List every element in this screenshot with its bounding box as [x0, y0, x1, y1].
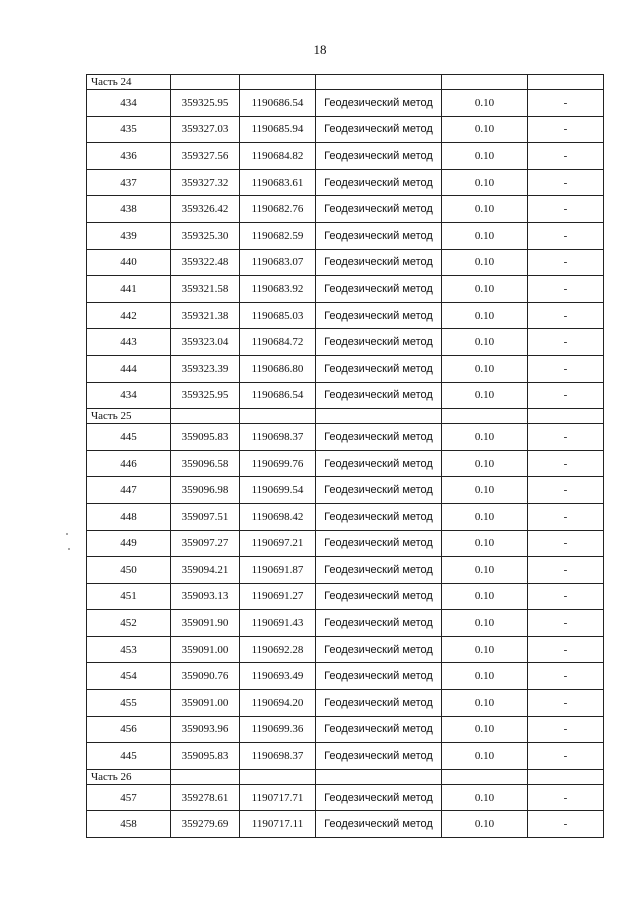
- table-row: [87, 116, 604, 143]
- table-row: [87, 382, 604, 409]
- x-coordinate-cell: 359090.76: [171, 663, 240, 690]
- y-coordinate-cell: 1190691.27: [240, 583, 316, 610]
- accuracy-cell: 0.10: [442, 557, 528, 584]
- accuracy-cell: 0.10: [442, 503, 528, 530]
- point-number-cell: 449: [87, 530, 171, 557]
- page-number: 18: [313, 42, 327, 57]
- y-coordinate-cell: 1190691.43: [240, 610, 316, 637]
- method-cell: Геодезический метод: [316, 382, 442, 409]
- point-number-cell: 454: [87, 663, 171, 690]
- point-number-cell: 439: [87, 222, 171, 249]
- description-cell: -: [528, 90, 604, 117]
- table-row: [87, 355, 604, 382]
- point-number-cell: 438: [87, 196, 171, 223]
- description-cell: -: [528, 636, 604, 663]
- y-coordinate-cell: 1190682.76: [240, 196, 316, 223]
- x-coordinate-cell: 359096.98: [171, 477, 240, 504]
- x-coordinate-cell: 359325.30: [171, 222, 240, 249]
- section-label: Часть 25: [87, 409, 171, 424]
- y-coordinate-cell: 1190698.37: [240, 743, 316, 770]
- empty-cell: [442, 409, 528, 424]
- point-number-cell: 448: [87, 503, 171, 530]
- accuracy-cell: 0.10: [442, 784, 528, 811]
- y-coordinate-cell: 1190683.07: [240, 249, 316, 276]
- table-row: [87, 477, 604, 504]
- table-row: [87, 716, 604, 743]
- accuracy-cell: 0.10: [442, 355, 528, 382]
- y-coordinate-cell: 1190699.36: [240, 716, 316, 743]
- description-cell: -: [528, 143, 604, 170]
- x-coordinate-cell: 359279.69: [171, 811, 240, 838]
- description-cell: -: [528, 355, 604, 382]
- y-coordinate-cell: 1190693.49: [240, 663, 316, 690]
- table-row: [87, 450, 604, 477]
- accuracy-cell: 0.10: [442, 663, 528, 690]
- method-cell: Геодезический метод: [316, 663, 442, 690]
- method-cell: Геодезический метод: [316, 450, 442, 477]
- description-cell: -: [528, 784, 604, 811]
- x-coordinate-cell: 359097.27: [171, 530, 240, 557]
- x-coordinate-cell: 359091.00: [171, 636, 240, 663]
- method-cell: Геодезический метод: [316, 636, 442, 663]
- description-cell: -: [528, 610, 604, 637]
- point-number-cell: 457: [87, 784, 171, 811]
- y-coordinate-cell: 1190685.03: [240, 302, 316, 329]
- point-number-cell: 444: [87, 355, 171, 382]
- x-coordinate-cell: 359096.58: [171, 450, 240, 477]
- y-coordinate-cell: 1190685.94: [240, 116, 316, 143]
- x-coordinate-cell: 359327.32: [171, 169, 240, 196]
- method-cell: Геодезический метод: [316, 276, 442, 303]
- y-coordinate-cell: 1190683.61: [240, 169, 316, 196]
- table-row: [87, 610, 604, 637]
- description-cell: -: [528, 716, 604, 743]
- x-coordinate-cell: 359326.42: [171, 196, 240, 223]
- y-coordinate-cell: 1190684.82: [240, 143, 316, 170]
- accuracy-cell: 0.10: [442, 424, 528, 451]
- accuracy-cell: 0.10: [442, 116, 528, 143]
- description-cell: -: [528, 424, 604, 451]
- x-coordinate-cell: 359278.61: [171, 784, 240, 811]
- point-number-cell: 443: [87, 329, 171, 356]
- x-coordinate-cell: 359095.83: [171, 743, 240, 770]
- point-number-cell: 451: [87, 583, 171, 610]
- method-cell: Геодезический метод: [316, 477, 442, 504]
- description-cell: -: [528, 222, 604, 249]
- method-cell: Геодезический метод: [316, 143, 442, 170]
- x-coordinate-cell: 359322.48: [171, 249, 240, 276]
- method-cell: Геодезический метод: [316, 355, 442, 382]
- x-coordinate-cell: 359321.58: [171, 276, 240, 303]
- description-cell: -: [528, 690, 604, 717]
- description-cell: -: [528, 477, 604, 504]
- accuracy-cell: 0.10: [442, 636, 528, 663]
- table-row: [87, 196, 604, 223]
- description-cell: -: [528, 503, 604, 530]
- x-coordinate-cell: 359327.56: [171, 143, 240, 170]
- description-cell: -: [528, 583, 604, 610]
- y-coordinate-cell: 1190686.54: [240, 382, 316, 409]
- description-cell: -: [528, 196, 604, 223]
- x-coordinate-cell: 359091.00: [171, 690, 240, 717]
- table-row: [87, 249, 604, 276]
- empty-cell: [240, 409, 316, 424]
- y-coordinate-cell: 1190699.76: [240, 450, 316, 477]
- accuracy-cell: 0.10: [442, 690, 528, 717]
- table-row: [87, 636, 604, 663]
- y-coordinate-cell: 1190694.20: [240, 690, 316, 717]
- table-row: [87, 784, 604, 811]
- x-coordinate-cell: 359327.03: [171, 116, 240, 143]
- accuracy-cell: 0.10: [442, 196, 528, 223]
- table-row: [87, 557, 604, 584]
- y-coordinate-cell: 1190699.54: [240, 477, 316, 504]
- point-number-cell: 446: [87, 450, 171, 477]
- empty-cell: [240, 75, 316, 90]
- point-number-cell: 452: [87, 610, 171, 637]
- empty-cell: [528, 75, 604, 90]
- point-number-cell: 440: [87, 249, 171, 276]
- method-cell: Геодезический метод: [316, 424, 442, 451]
- y-coordinate-cell: 1190683.92: [240, 276, 316, 303]
- description-cell: -: [528, 663, 604, 690]
- point-number-cell: 455: [87, 690, 171, 717]
- section-label: Часть 26: [87, 769, 171, 784]
- method-cell: Геодезический метод: [316, 503, 442, 530]
- empty-cell: [528, 769, 604, 784]
- y-coordinate-cell: 1190691.87: [240, 557, 316, 584]
- method-cell: Геодезический метод: [316, 90, 442, 117]
- empty-cell: [442, 769, 528, 784]
- table-row: [87, 811, 604, 838]
- point-number-cell: 442: [87, 302, 171, 329]
- empty-cell: [171, 75, 240, 90]
- point-number-cell: 453: [87, 636, 171, 663]
- y-coordinate-cell: 1190684.72: [240, 329, 316, 356]
- section-header-row: [87, 769, 604, 784]
- accuracy-cell: 0.10: [442, 222, 528, 249]
- accuracy-cell: 0.10: [442, 610, 528, 637]
- y-coordinate-cell: 1190697.21: [240, 530, 316, 557]
- accuracy-cell: 0.10: [442, 302, 528, 329]
- accuracy-cell: 0.10: [442, 530, 528, 557]
- table-row: [87, 743, 604, 770]
- accuracy-cell: 0.10: [442, 276, 528, 303]
- accuracy-cell: 0.10: [442, 450, 528, 477]
- table-row: [87, 276, 604, 303]
- point-number-cell: 441: [87, 276, 171, 303]
- method-cell: Геодезический метод: [316, 610, 442, 637]
- empty-cell: [171, 409, 240, 424]
- empty-cell: [528, 409, 604, 424]
- x-coordinate-cell: 359094.21: [171, 557, 240, 584]
- table-row: [87, 530, 604, 557]
- method-cell: Геодезический метод: [316, 169, 442, 196]
- description-cell: -: [528, 382, 604, 409]
- point-number-cell: 447: [87, 477, 171, 504]
- point-number-cell: 450: [87, 557, 171, 584]
- x-coordinate-cell: 359097.51: [171, 503, 240, 530]
- table-row: [87, 143, 604, 170]
- y-coordinate-cell: 1190686.54: [240, 90, 316, 117]
- x-coordinate-cell: 359323.04: [171, 329, 240, 356]
- accuracy-cell: 0.10: [442, 716, 528, 743]
- y-coordinate-cell: 1190682.59: [240, 222, 316, 249]
- accuracy-cell: 0.10: [442, 743, 528, 770]
- description-cell: -: [528, 743, 604, 770]
- x-coordinate-cell: 359325.95: [171, 90, 240, 117]
- point-number-cell: 437: [87, 169, 171, 196]
- y-coordinate-cell: 1190686.80: [240, 355, 316, 382]
- description-cell: -: [528, 169, 604, 196]
- x-coordinate-cell: 359095.83: [171, 424, 240, 451]
- x-coordinate-cell: 359325.95: [171, 382, 240, 409]
- description-cell: -: [528, 329, 604, 356]
- accuracy-cell: 0.10: [442, 169, 528, 196]
- method-cell: Геодезический метод: [316, 716, 442, 743]
- method-cell: Геодезический метод: [316, 583, 442, 610]
- description-cell: -: [528, 450, 604, 477]
- point-number-cell: 445: [87, 743, 171, 770]
- method-cell: Геодезический метод: [316, 784, 442, 811]
- table-row: [87, 583, 604, 610]
- point-number-cell: 434: [87, 382, 171, 409]
- method-cell: Геодезический метод: [316, 329, 442, 356]
- y-coordinate-cell: 1190717.71: [240, 784, 316, 811]
- x-coordinate-cell: 359091.90: [171, 610, 240, 637]
- section-label: Часть 24: [87, 75, 171, 90]
- y-coordinate-cell: 1190717.11: [240, 811, 316, 838]
- empty-cell: [316, 75, 442, 90]
- accuracy-cell: 0.10: [442, 329, 528, 356]
- x-coordinate-cell: 359093.96: [171, 716, 240, 743]
- table-row: [87, 169, 604, 196]
- table-row: [87, 90, 604, 117]
- table-row: [87, 503, 604, 530]
- description-cell: -: [528, 249, 604, 276]
- point-number-cell: 445: [87, 424, 171, 451]
- point-number-cell: 458: [87, 811, 171, 838]
- table-row: [87, 424, 604, 451]
- x-coordinate-cell: 359093.13: [171, 583, 240, 610]
- y-coordinate-cell: 1190698.42: [240, 503, 316, 530]
- method-cell: Геодезический метод: [316, 116, 442, 143]
- description-cell: -: [528, 811, 604, 838]
- table-row: [87, 663, 604, 690]
- method-cell: Геодезический метод: [316, 530, 442, 557]
- scan-speck: [68, 548, 70, 550]
- y-coordinate-cell: 1190698.37: [240, 424, 316, 451]
- y-coordinate-cell: 1190692.28: [240, 636, 316, 663]
- accuracy-cell: 0.10: [442, 90, 528, 117]
- description-cell: -: [528, 302, 604, 329]
- empty-cell: [442, 75, 528, 90]
- point-number-cell: 435: [87, 116, 171, 143]
- description-cell: -: [528, 276, 604, 303]
- accuracy-cell: 0.10: [442, 382, 528, 409]
- coordinates-table: [86, 74, 604, 838]
- empty-cell: [171, 769, 240, 784]
- table-row: [87, 302, 604, 329]
- method-cell: Геодезический метод: [316, 302, 442, 329]
- accuracy-cell: 0.10: [442, 143, 528, 170]
- point-number-cell: 456: [87, 716, 171, 743]
- description-cell: -: [528, 557, 604, 584]
- empty-cell: [316, 409, 442, 424]
- accuracy-cell: 0.10: [442, 249, 528, 276]
- x-coordinate-cell: 359323.39: [171, 355, 240, 382]
- section-header-row: [87, 75, 604, 90]
- method-cell: Геодезический метод: [316, 557, 442, 584]
- method-cell: Геодезический метод: [316, 249, 442, 276]
- description-cell: -: [528, 530, 604, 557]
- method-cell: Геодезический метод: [316, 811, 442, 838]
- method-cell: Геодезический метод: [316, 690, 442, 717]
- scan-speck: [66, 533, 68, 535]
- accuracy-cell: 0.10: [442, 583, 528, 610]
- coordinates-table-body: [87, 75, 604, 838]
- accuracy-cell: 0.10: [442, 811, 528, 838]
- x-coordinate-cell: 359321.38: [171, 302, 240, 329]
- empty-cell: [240, 769, 316, 784]
- empty-cell: [316, 769, 442, 784]
- table-row: [87, 690, 604, 717]
- table-row: [87, 222, 604, 249]
- accuracy-cell: 0.10: [442, 477, 528, 504]
- method-cell: Геодезический метод: [316, 196, 442, 223]
- table-row: [87, 329, 604, 356]
- description-cell: -: [528, 116, 604, 143]
- point-number-cell: 434: [87, 90, 171, 117]
- method-cell: Геодезический метод: [316, 222, 442, 249]
- point-number-cell: 436: [87, 143, 171, 170]
- section-header-row: [87, 409, 604, 424]
- method-cell: Геодезический метод: [316, 743, 442, 770]
